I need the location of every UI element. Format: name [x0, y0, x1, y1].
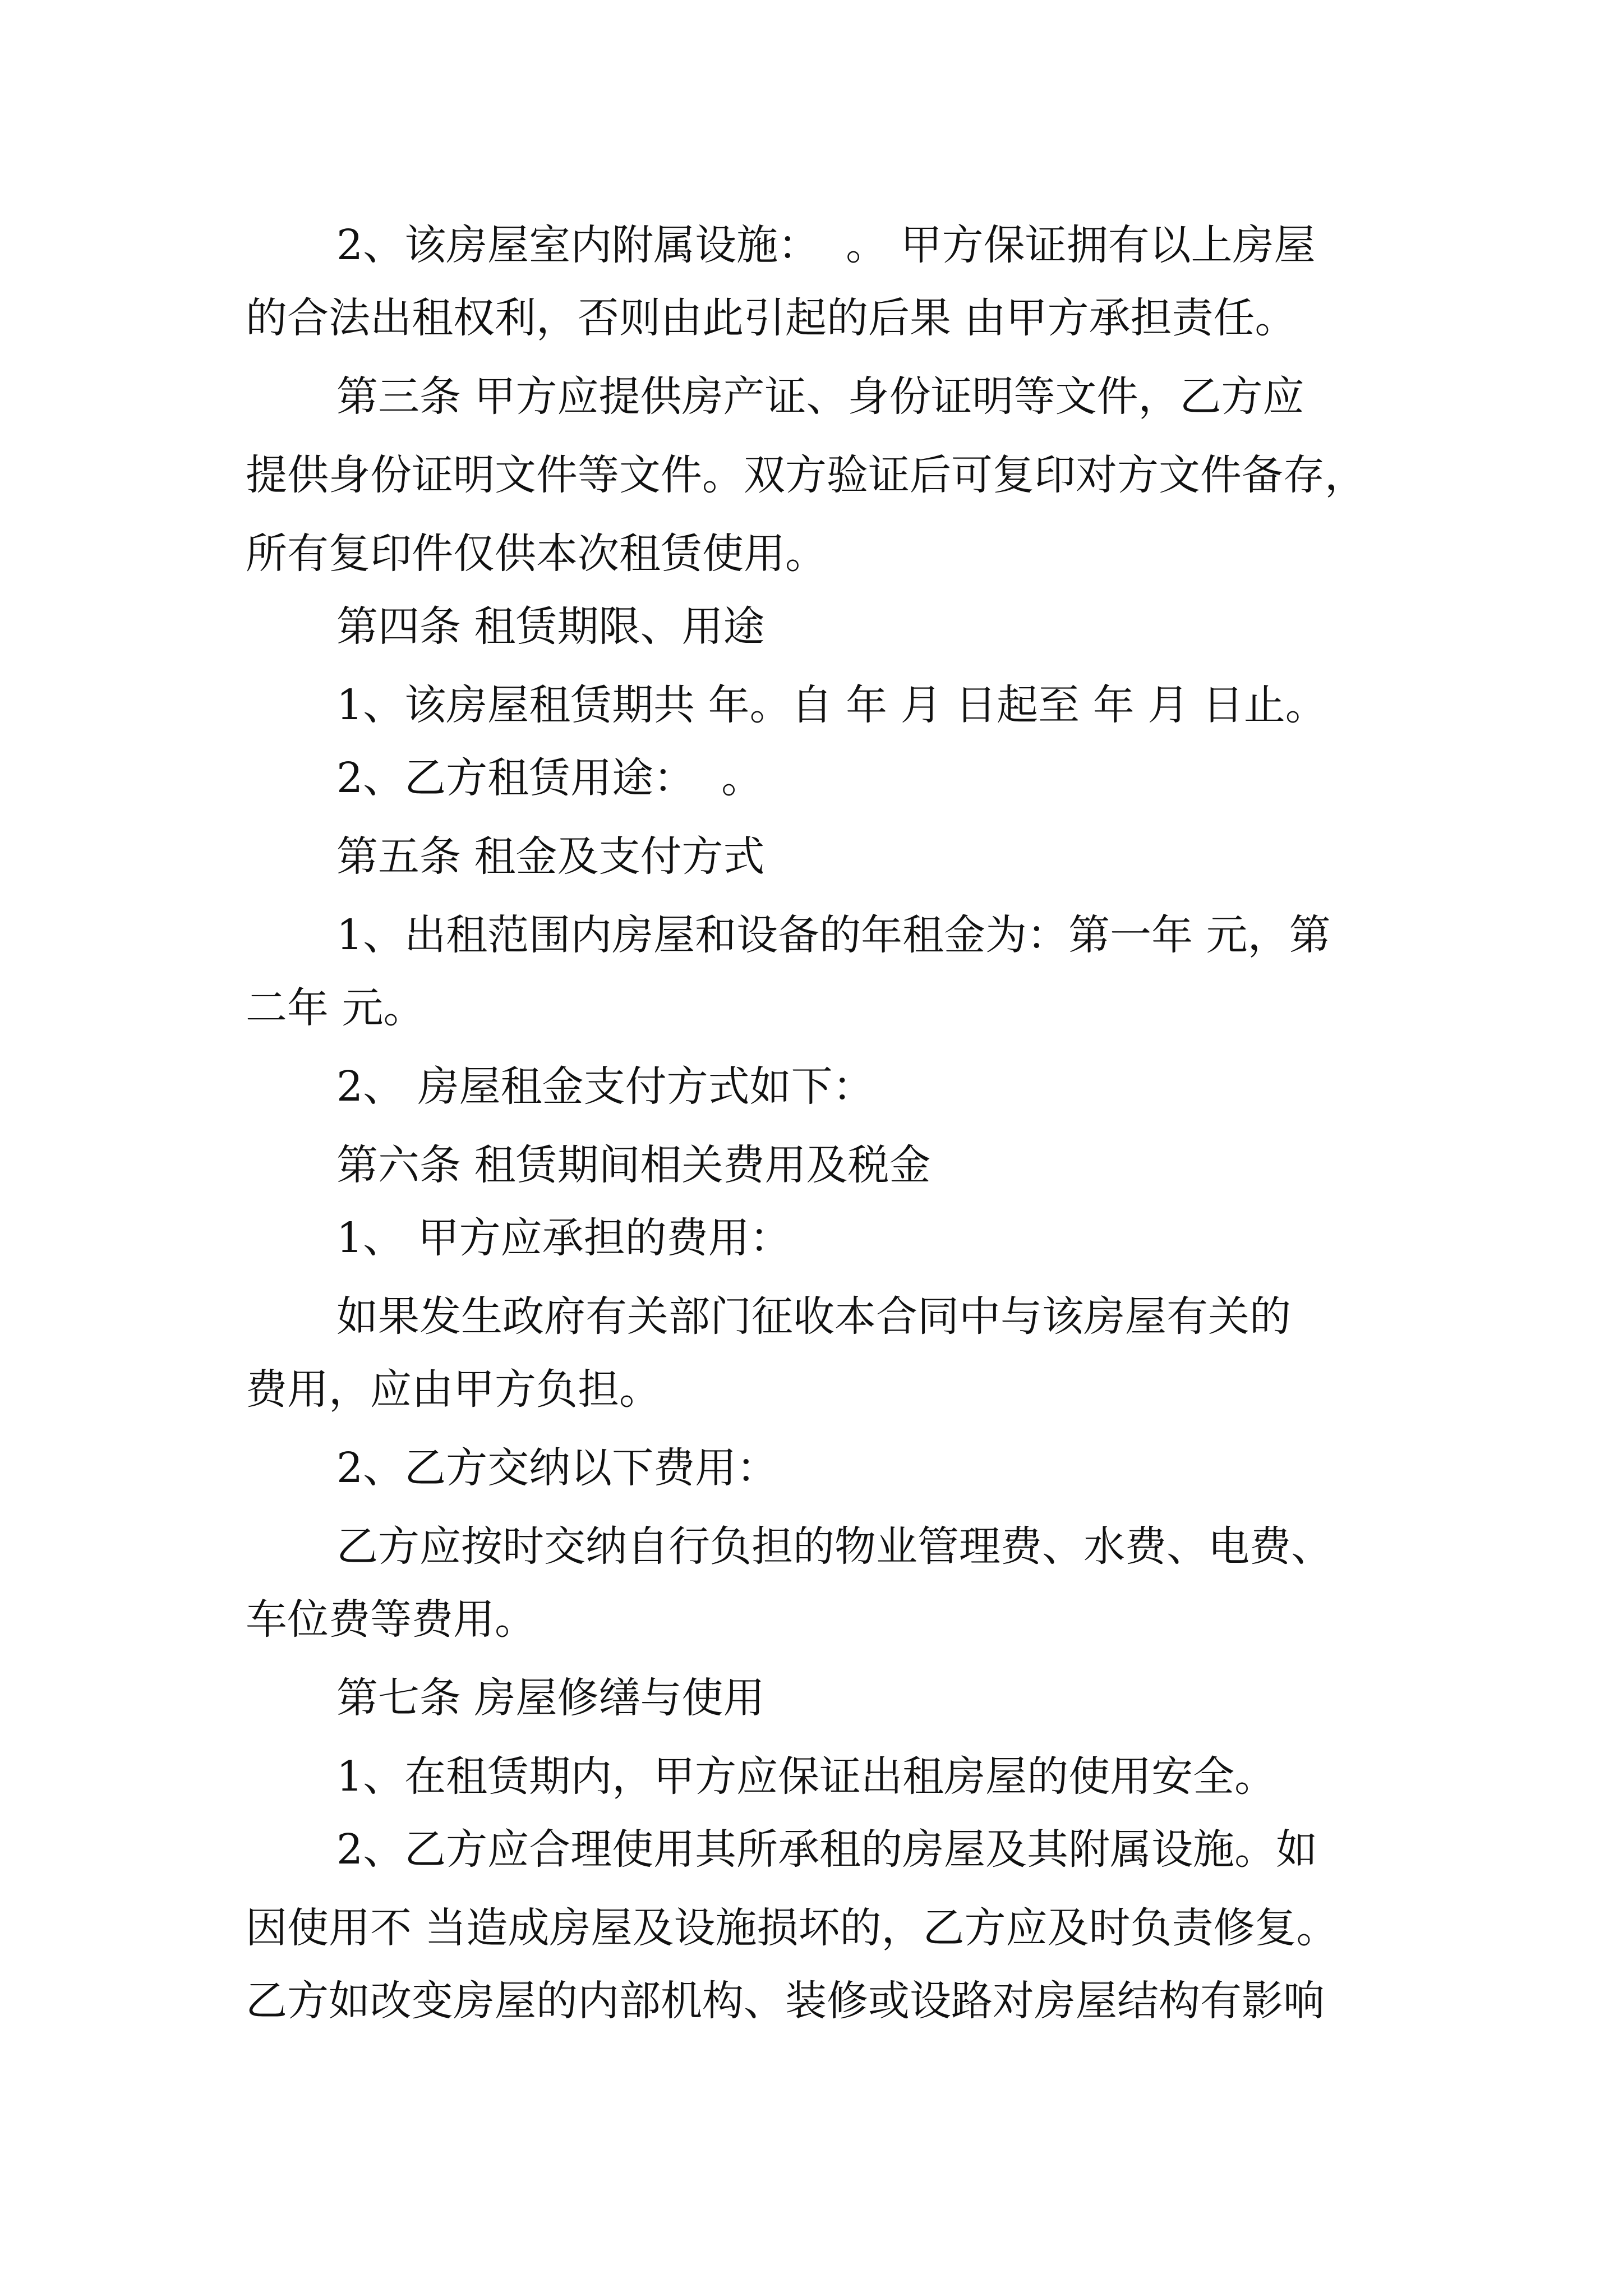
text-line: 2、该房屋室内附属设施： 。 甲方保证拥有以上房屋	[336, 221, 1316, 269]
text-line: 1、在租赁期内，甲方应保证出租房屋的使用安全。	[336, 1752, 1276, 1801]
text-line: 第七条 房屋修缮与使用	[336, 1674, 765, 1722]
text-line: 第四条 租赁期限、用途	[336, 602, 765, 651]
text-line: 1、该房屋租赁期共 年。自 年 月 日起至 年 月 日止。	[336, 681, 1327, 729]
text-line: 1、出租范围内房屋和设备的年租金为：第一年 元，第	[336, 911, 1331, 959]
text-line: 第五条 租金及支付方式	[336, 832, 765, 881]
text-line: 提供身份证明文件等文件。双方验证后可复印对方文件备存，	[246, 451, 1366, 499]
text-line: 所有复印件仅供本次租赁使用。	[246, 530, 827, 578]
text-line: 2、乙方交纳以下费用：	[336, 1444, 778, 1492]
text-line: 第三条 甲方应提供房产证、身份证明等文件，乙方应	[336, 372, 1304, 421]
text-line: 的合法出租权利，否则由此引起的后果 由甲方承担责任。	[246, 294, 1297, 342]
text-line: 乙方应按时交纳自行负担的物业管理费、水费、电费、	[336, 1522, 1332, 1571]
text-line: 2、乙方应合理使用其所承租的房屋及其附属设施。如	[336, 1825, 1318, 1874]
text-line: 2、 房屋租金支付方式如下：	[336, 1062, 874, 1111]
text-line: 如果发生政府有关部门征收本合同中与该房屋有关的	[336, 1292, 1291, 1341]
text-line: 费用，应由甲方负担。	[246, 1365, 661, 1414]
text-line: 二年 元。	[246, 984, 425, 1032]
text-line: 第六条 租赁期间相关费用及税金	[336, 1141, 931, 1189]
text-line: 2、乙方租赁用途： 。	[336, 754, 763, 802]
text-line: 乙方如改变房屋的内部机构、装修或设路对房屋结构有影响	[246, 1977, 1325, 2025]
text-line: 因使用不 当造成房屋及设施损坏的，乙方应及时负责修复。	[246, 1904, 1338, 1952]
text-line: 1、 甲方应承担的费用：	[336, 1214, 791, 1262]
text-line: 车位费等费用。	[246, 1595, 536, 1644]
